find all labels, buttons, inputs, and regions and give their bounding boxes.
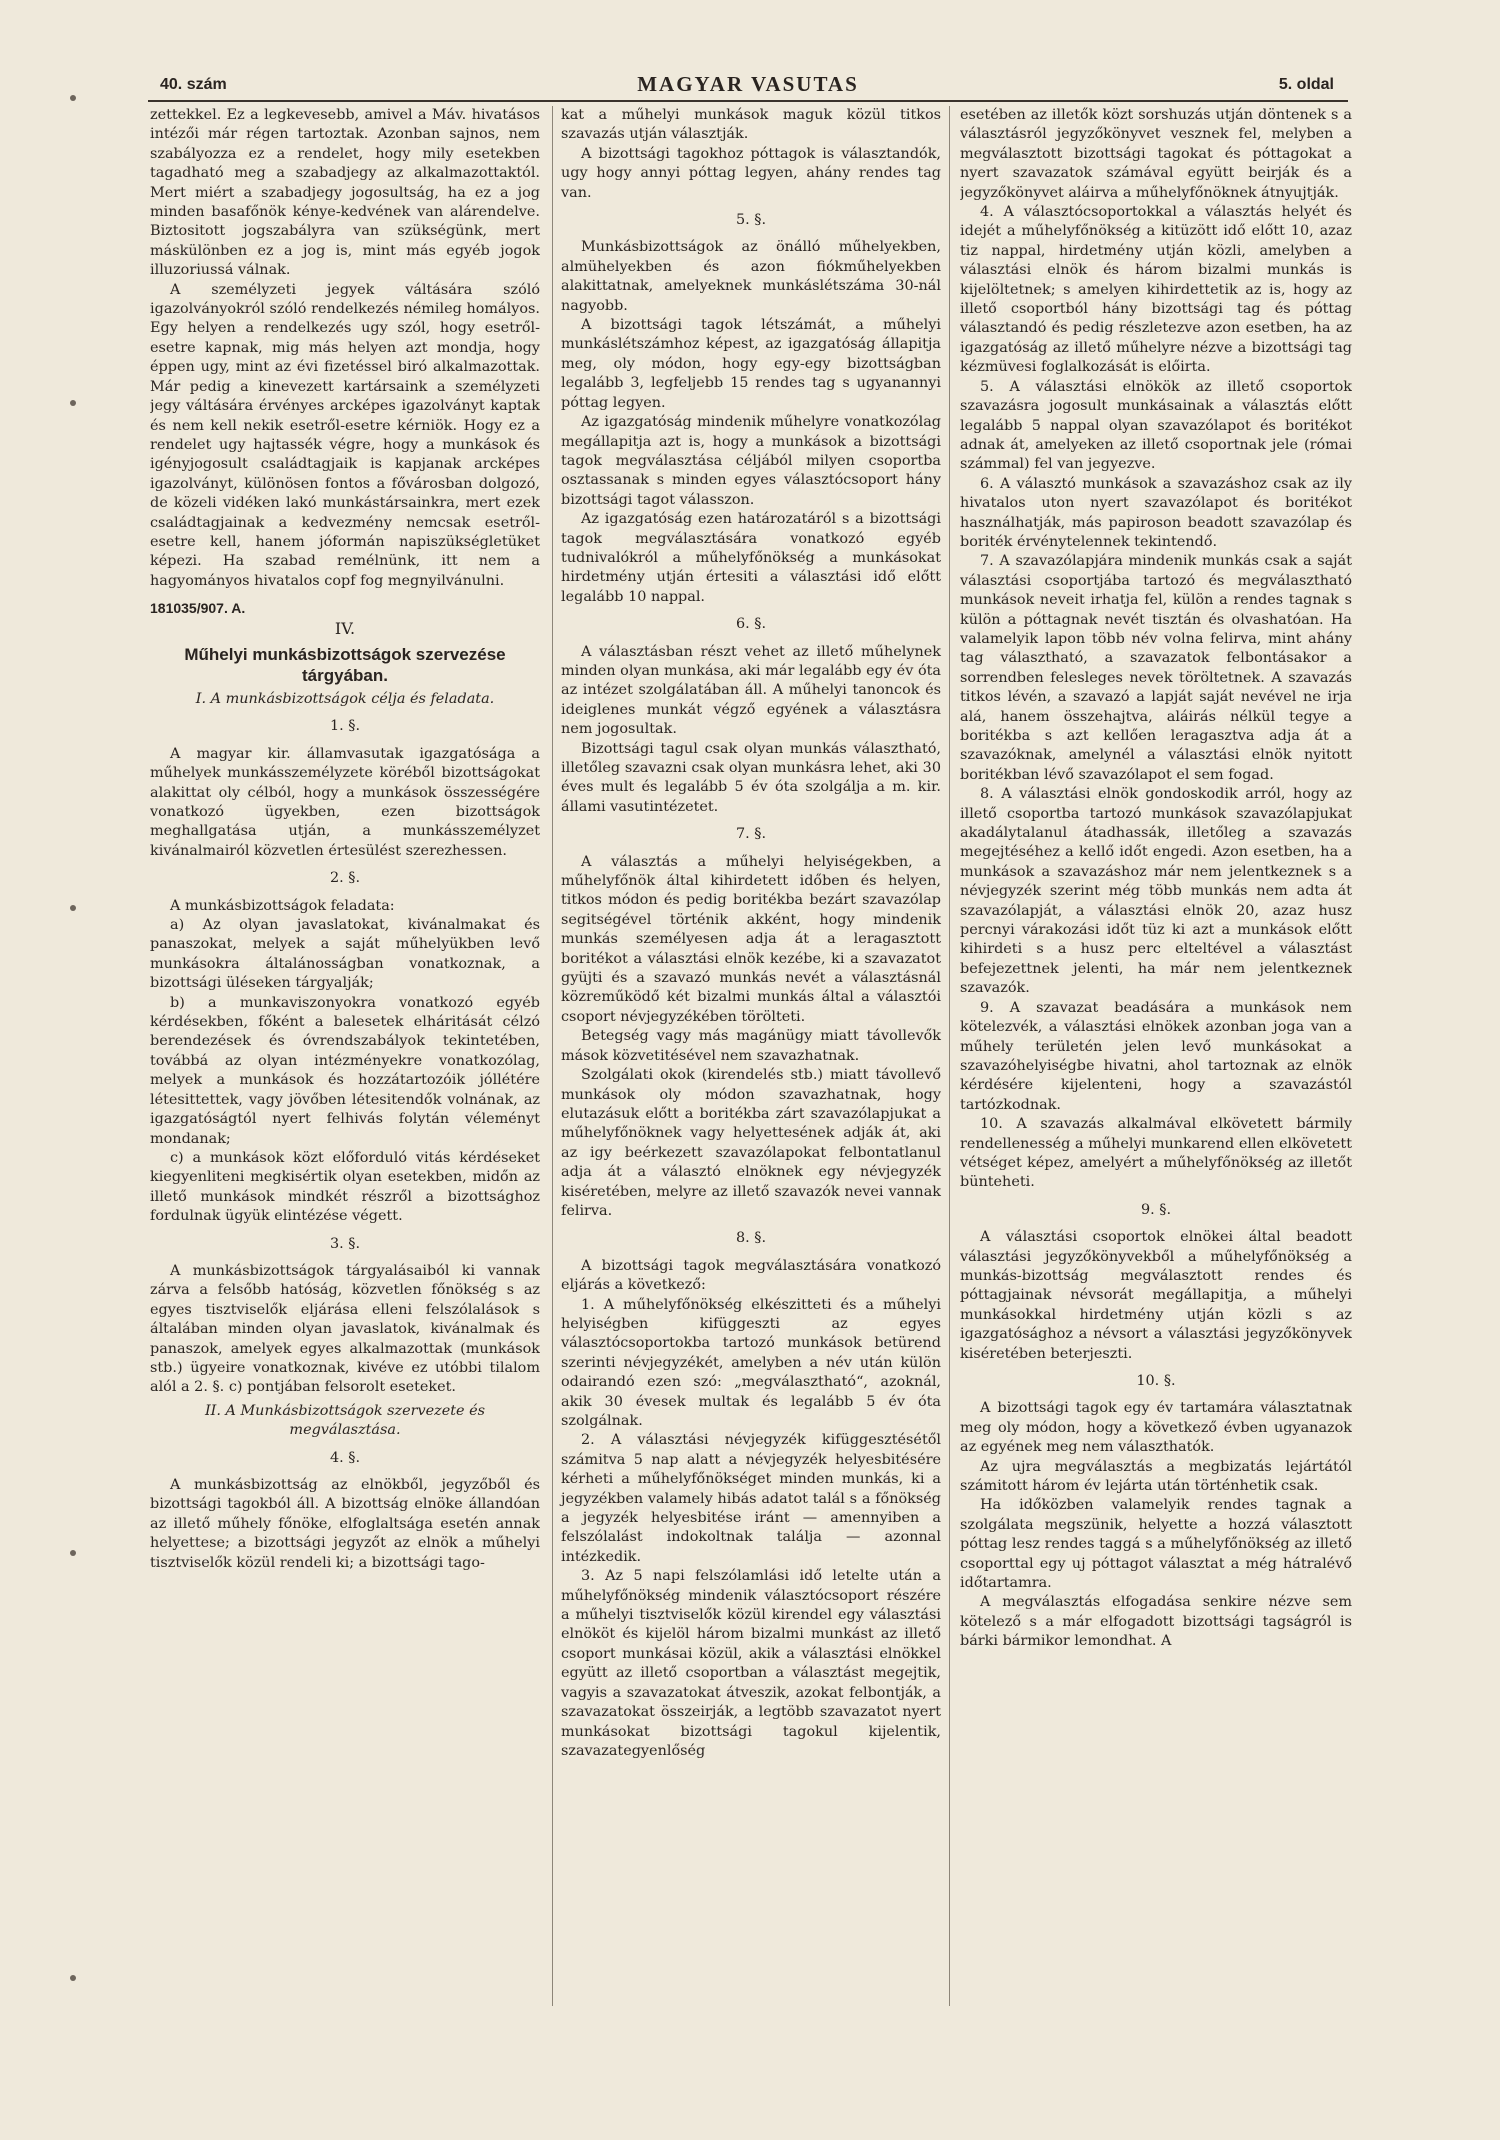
- paragraph: 5. A választási elnökök az illető csoportok szavazásra jogosult munkásainak a választás előtt legalább 5 nappal olyan szavazólapot és boritékot adnak át, amelyeken az illető csoportnak jele (római számmal) fel van jegyezve.: [960, 378, 1352, 473]
- decree-reference: 181035/907. A.: [150, 600, 246, 617]
- paragraph: 8. A választási elnök gondoskodik arról, hogy az illető csoportba tartozó munkások szavazólapjukat akadálytalanul átadhassák, illetőleg a szavazás megejtéséhez a kellő időt engedi. Azon esetben, ha a munkások a szavazáshoz már nem jelentkeznek s a névjegyzék szerint még több munkás nem adta át szavazólapját, a választási elnök 20, azaz husz percnyi várakozási időt tüz ki azt a munkások előtt kihirdeti s a husz perc elteltével a választást befejezettnek jelenti, ha már nem jelentkeznek szavazók.: [960, 786, 1352, 997]
- paragraph: A választásban részt vehet az illető műhelynek minden olyan munkása, aki már legalább egy év óta az intézet szolgálatában áll. A műhelyi tanoncok és ideiglenes munkát végző egyének a választásra nem jogosultak.: [561, 643, 941, 738]
- paragraph-sign: 4. §.: [329, 1449, 361, 1466]
- paragraph: 2. A választási névjegyzék kifüggesztésétől számitva 5 nap alatt a névjegyzék helyesbitésére kérheti a műhelyfőnökséget minden munkás, ki a jegyzékben valamely hibás adatot talál s a főnökség a jegyzék helyesbitése iránt — amennyiben a felszólalást indokoltnak találja — azonnal intézkedik.: [561, 1432, 941, 1565]
- paragraph: A választási csoportok elnökei által beadott választási jegyzőkönyvekből a műhelyfőnökség a munkás-bizottság megválasztott rendes és póttagjainak névsorát megállapitja, a műhelyi munkásokkal hirdetmény utján közli s az igazgatósághoz a névsort a választási jegyzőkönyvek kiséretében beterjeszti.: [960, 1229, 1352, 1362]
- paragraph-sign: 5. §.: [735, 212, 767, 229]
- paragraph: A munkásbizottság az elnökből, jegyzőből és bizottsági tagokból áll. A bizottság elnöke állandóan az illető műhely főnöke, elfoglaltsága esetén annak helyettese; a bizottsági jegyzőt az elnök a műhelyi tisztviselők közül rendeli ki; a bizottsági tago-: [150, 1477, 540, 1571]
- paragraph-sign: 2. §.: [329, 870, 361, 887]
- paragraph: A bizottsági tagok egy év tartamára választatnak meg oly módon, hogy a következő évben ugyanazok az egyének meg nem választhatók.: [960, 1400, 1352, 1456]
- paragraph-sign: 3. §.: [329, 1235, 361, 1252]
- paragraph: esetében az illetők közt sorshuzás utján döntenek s a választásról jegyzőkönyvet vesznek fel, melyben a megválasztott bizottsági tagokat és póttagokat a nyert szavazatok számával együtt beirják és a jegyzőkönyvet aláirva a műhelyfőnöknek átnyujtják.: [960, 107, 1352, 201]
- paragraph-sign: 6. §.: [735, 616, 767, 633]
- punch-hole-mark: [70, 95, 76, 101]
- column-middle: [552, 106, 950, 2006]
- paragraph: Betegség vagy más magánügy miatt távollevők mások közvetitésével nem szavazhatnak.: [561, 1028, 941, 1064]
- paragraph: A bizottsági tagok megválasztására vonatkozó eljárás a következő:: [561, 1257, 941, 1294]
- column-right: [960, 106, 1352, 2006]
- paragraph: a) Az olyan javaslatokat, kivánalmakat és panaszokat, melyek a saját műhelyükben levő munkásokra általánosságban vonatkoznak, a bizottsági üléseken tárgyalják;: [150, 917, 540, 992]
- punch-hole-mark: [70, 1975, 76, 1981]
- punch-hole-mark: [70, 905, 76, 911]
- newspaper-title: MAGYAR VASUTAS: [637, 72, 859, 96]
- paragraph: Az ujra megválasztás a megbizatás lejártától számitott három év lejárta után történhetik csak.: [960, 1458, 1352, 1495]
- paragraph: A választás a műhelyi helyiségekben, a műhelyfőnök által kihirdetett időben és helyen, titkos módon és pedig boritékba bezárt szavazólap segitségével történik akként, hogy mindenik munkás személyesen adja át a leragasztott boritékot a választási elnök kezébe, ki a szavazatot gyüjti és a szavazó munkás nevét a választásnál közreműködő két bizalmi munkás által a választói csoport névjegyzékében törölteti.: [561, 853, 941, 1025]
- paragraph: A munkásbizottságok tárgyalásaiból ki vannak zárva a felsőbb hatóság, közvetlen főnökség s az egyes tisztviselők eljárása elleni felszólalások s általában minden olyan javaslatok, kivánalmak és panaszok, amelyek egyes alkalmazottak (munkások stb.) ügyeire vonatkoznak, kivéve ez utóbbi tilalom alól a 2. §. c) pontjában felsorolt eseteket.: [150, 1262, 540, 1396]
- issue-number: 40. szám: [160, 76, 227, 93]
- paragraph: 9. A szavazat beadására a munkások nem kötelezvék, a választási elnökek azonban joga van a műhely területén jelen levő munkásokat a szavazóhelyiségbe hivatni, ahol tartoznak az elnök kérdésére kijelenteni, hogy a szavazástól tartózkodnak.: [960, 999, 1352, 1113]
- paragraph: A személyzeti jegyek váltására szóló igazolványokról szóló rendelkezés némileg homályos. Egy helyen a rendelkezés ugy szól, hogy esetről-esetre kapnak, mig más helyen azt mondja, hogy éppen ugy, mint az évi fizetéssel biró alkalmazottak. Már pedig a kinevezett kartársaink a személyzeti jegy váltására érvényes arcképes igazolványt kaptak és nem kell nekik esetről-esetre kérniök. Hogy ez a rendelet ugy hajtassék végre, hogy a munkások és igényjogosult családtagjaik is kapjanak arcképes igazolványt, különösen fontos a fővárosban dolgozó, de közeli vidéken lakó munkástársainkra, mert ezek családtagjainak a kedvezmény nemcsak esetről-esetre kell, hanem jóformán napiszükségletüket képezi. Ha szabad remélnünk, itt nem a hagyományos hivatalos copf fog megnyilvánulni.: [150, 281, 540, 589]
- paragraph: A magyar kir. államvasutak igazgatósága a műhelyek munkásszemélyzete köréből bizottságokat alakittat oly célból, hogy a munkások összességére vonatkozó ügyekben, ezen bizottságok meghallgatása utján, a munkásszemélyzet kivánalmairól közvetlen értesülést szerezhessen.: [150, 745, 540, 859]
- paragraph: b) a munkaviszonyokra vonatkozó egyéb kérdésekben, főként a balesetek elháritását célzó berendezések és óvrendszabályok tekintetében, továbbá az olyan intézményekre vonatkozólag, melyek a munkások és hozzátartozóik jóllétére létesittettek, vagy jövőben létesitendők volnának, az igazgatóságtól nyert felhivás folytán véleményt mondanak;: [150, 994, 540, 1147]
- paragraph: 1. A műhelyfőnökség elkészitteti és a műhelyi helyiségben kifüggeszti az egyes választócsoportokba tartozó munkások betürend szerinti névjegyzékét, amelyben a név után külön odairandó ezen szó: „megválasztható“, azoknál, akik 30 évesek multak és legalább 5 év óta szolgálnak.: [561, 1296, 941, 1429]
- paragraph: A megválasztás elfogadása senkire nézve sem kötelező s a már elfogadott bizottsági tagságról is bárki bármikor lemondhat. A: [960, 1594, 1352, 1650]
- chapter-heading: I. A munkásbizottságok célja és feladata.: [195, 690, 495, 707]
- paragraph: Az igazgatóság mindenik műhelyre vonatkozólag megállapitja azt is, hogy a munkások a bizottsági tagok megválasztása céljából milyen csoportba osztassanak s minden egyes választócsoport hány bizottsági tagot válasszon.: [561, 414, 941, 508]
- paragraph: 4. A választócsoportokkal a választás helyét és idejét a műhelyfőnökség a kitüzött idő előtt 10, azaz tiz nappal, hirdetmény utján közli, amelyben a választási elnök és három bizalmi munkás is kijelöltetnek; s amelyen kihirdettetik az is, hogy az illető csoportból hány bizottsági tag és póttag választandó és pedig részletezve azon esetben, ha az igazgatóság az illető műhelyre nézve a bizottsági tag kézmüvesi foglalkozását is előirta.: [960, 204, 1352, 376]
- paragraph: kat a műhelyi munkások maguk közül titkos szavazás utján választják.: [561, 107, 941, 143]
- paragraph-sign: 10. §.: [1136, 1373, 1176, 1389]
- paragraph: 7. A szavazólapjára mindenik munkás csak a saját választási csoportjába tartozó és megválasztható munkások neveit irhatja fel, külön a rendes tagnak s külön a póttagnak nevét tisztán és olvashatóan. Ha valamelyik lapon több név volna felirva, mint ahány tag választható, a szavazatok felbontásakor a sorrendben felesleges nevek töröltetnek. A szavazás titkos lévén, a szavazó a lapját saját nevével ne irja alá, hanem összehajtva, aláirás nélkül tegye a boritékba s azt kellően leragasztva adja át a szavazóknak, amelynél a választási elnök nyitott boritékban lévő szavazólapot el sem fogad.: [960, 553, 1352, 783]
- page-header: [148, 72, 1348, 102]
- paragraph: c) a munkások közt előforduló vitás kérdéseket kiegyenliteni megkisértik olyan esetekben, midőn az illető munkások mindkét részről a bizottsághoz fordulnak ügyük elintézése végett.: [150, 1149, 540, 1225]
- paragraph: Szolgálati okok (kirendelés stb.) miatt távollevő munkások oly módon szavazhatnak, hogy elutazásuk előtt a boritékba zárt szavazólapjukat a műhelyfőnöknek vagy helyettesének adják át, aki az igy beérkezett szavazólapokat felbontatlanul adja át a választó elnöknek egy névjegyzék kiséretében, melyre az illető szavazók nevei vannak felirva.: [561, 1067, 941, 1219]
- paragraph-sign: 1. §.: [329, 718, 361, 735]
- paragraph: A bizottsági tagokhoz póttagok is választandók, ugy hogy annyi póttag legyen, ahány rendes tag van.: [561, 145, 941, 201]
- paragraph: Bizottsági tagul csak olyan munkás választható, illetőleg szavazni csak olyan munkásra lehet, aki 30 éves mult és legalább 5 év óta szolgálja a m. kir. állami vasutintézetet.: [561, 740, 941, 815]
- chapter-heading: II. A Munkásbizottságok szervezete és megválasztása.: [204, 1402, 486, 1439]
- paragraph: zettekkel. Ez a legkevesebb, amivel a Máv. hivatásos intézői már régen tartoztak. Azonban sajnos, nem szabályozza ez a rendelet, hogy mily esetekben tagadható meg a szabadjegy az alkalmazottaktól. Mert miért a szabadjegy jogosultság, ha ez a jog minden basafőnök kénye-kedvének van alárendelve. Biztositott jogszabályra van szükségünk, mert máskülönben ez a jog is, mint más egyéb jogok illuzoriussá válnak.: [150, 107, 540, 279]
- article-heading: Műhelyi munkásbizottságok szervezése tárgyában.: [184, 644, 506, 685]
- punch-hole-mark: [70, 400, 76, 406]
- paragraph: A bizottsági tagok létszámát, a műhelyi munkáslétszámhoz képest, az igazgatóság állapitja meg, oly módon, hogy egy-egy bizottságban legalább 3, legfeljebb 15 rendes tag s ugyanannyi póttag legyen.: [561, 317, 941, 411]
- section-number: IV.: [334, 618, 356, 638]
- paragraph-sign: 8. §.: [735, 1230, 767, 1247]
- paragraph: A munkásbizottságok feladata:: [170, 897, 395, 914]
- paragraph-sign: 7. §.: [735, 826, 767, 843]
- punch-hole-mark: [70, 1550, 76, 1556]
- paragraph: Az igazgatóság ezen határozatáról s a bizottsági tagok megválasztására vonatkozó egyéb tudnivalókról a műhelyfőnökség a munkásokat hirdetmény utján értesiti a választási idő előtt legalább 10 nappal.: [561, 511, 941, 605]
- paragraph-sign: 9. §.: [1140, 1201, 1172, 1218]
- paragraph: 10. A szavazás alkalmával elkövetett bármily rendellenesség a műhelyi munkarend ellen elkövetett vétséget képez, amelyért a műhelyfőnökség az illetőt bünteheti.: [960, 1116, 1352, 1191]
- column-left: [150, 106, 540, 1996]
- paragraph: 6. A választó munkások a szavazáshoz csak az ily hivatalos uton nyert szavazólapot és boritékot használhatják, más papiroson beadott szavazólap és boriték érvénytelennek tekintendő.: [960, 475, 1352, 550]
- header-rule: [148, 100, 1348, 102]
- paragraph: Ha időközben valamelyik rendes tagnak a szolgálata megszünik, helyette a hozzá választott póttag lesz rendes taggá s a műhelyfőnökség az illető csoporttal egy uj póttagot választat a még hátralévő időtartamra.: [960, 1497, 1352, 1592]
- paragraph: Munkásbizottságok az önálló műhelyekben, almühelyekben és azon fiókműhelyekben alakittatnak, amelyeknek munkáslétszáma 30-nál nagyobb.: [561, 239, 941, 314]
- paragraph: 3. Az 5 napi felszólamlási idő letelte után a műhelyfőnökség mindenik választócsoport részére a műhelyi tisztviselők közül kirendel egy választási elnököt és kijelöl három bizalmi munkást az illető csoport munkásai közül, akik a választási elnökkel együtt az illető csoportban a választást megejtik, vagyis a szavazatokat átveszik, azokat felbontják, a szavazatokat összeirják, a legtöbb szavazatot nyert munkásokat bizottsági tagokul kijelentik, szavazategyenlőség: [561, 1568, 941, 1759]
- page-number: 5. oldal: [1278, 76, 1334, 93]
